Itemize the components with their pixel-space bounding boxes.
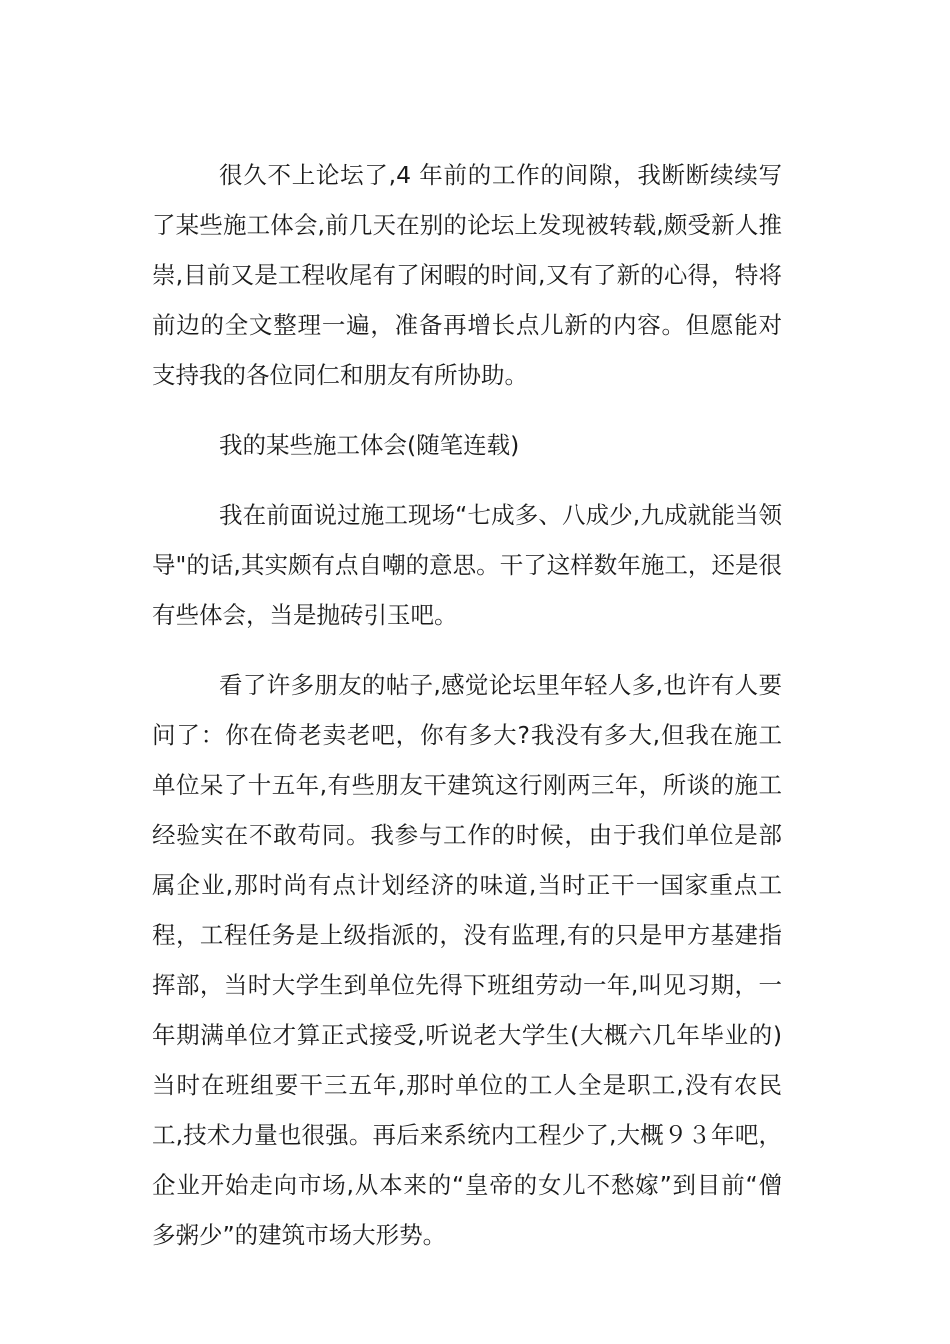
intro-paragraph: 很久不上论坛了,4 年前的工作的间隙，我断断续续写了某些施工体会,前几天在别的论坛上发现被转载,颇受新人推崇,目前又是工程收尾有了闲暇的时间,又有了新的心得，特将前边的全文整理一遍，准备再增长点儿新的内容。但愿能对支持我的各位同仁和朋友有所协助。 xyxy=(152,161,782,389)
body-paragraph-1: 我在前面说过施工现场“七成多、八成少,九成就能当领导"的话,其实颇有点自嘲的意思。干了这样数年施工，还是很有些体会，当是抛砖引玉吧。 xyxy=(152,501,782,629)
body-paragraph-2: 看了许多朋友的帖子,感觉论坛里年轻人多,也许有人要问了：你在倚老卖老吧，你有多大?我没有多大,但我在施工单位呆了十五年,有些朋友干建筑这行刚两三年，所谈的施工经验实在不敢苟同。我参与工作的时候，由于我们单位是部属企业,那时尚有点计划经济的味道,当时正干一国家重点工程，工程任务是上级指派的，没有监理,有的只是甲方基建指挥部，当时大学生到单位先得下班组劳动一年,叫见习期，一年期满单位才算正式接受,听说老大学生(大概六几年毕业的)当时在班组要干三五年,那时单位的工人全是职工,没有农民工,技术力量也很强。再后来系统内工程少了,大概９３年吧，企业开始走向市场,从本来的“皇帝的女儿不愁嫁”到目前“僧多粥少”的建筑市场大形势。 xyxy=(152,671,782,1249)
section-title: 我的某些施工体会(随笔连载) xyxy=(219,431,520,459)
document-page xyxy=(152,150,782,1280)
